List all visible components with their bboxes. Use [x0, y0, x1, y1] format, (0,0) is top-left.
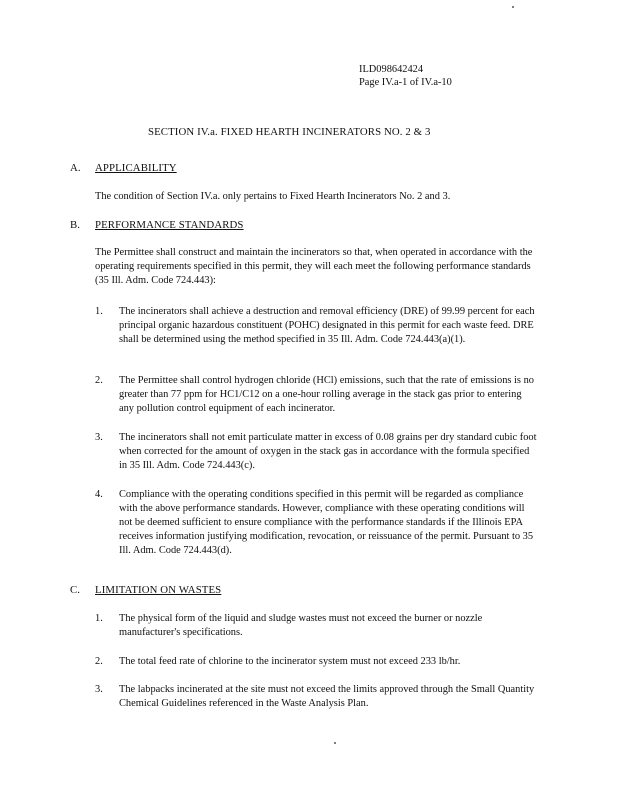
document-id: ILD098642424: [359, 64, 424, 75]
section-a-heading: APPLICABILITY: [95, 162, 177, 174]
list-item-number: 1.: [95, 306, 103, 317]
section-c-heading: LIMITATION ON WASTES: [95, 584, 222, 596]
list-item-number: 4.: [95, 489, 103, 500]
list-item-text: Compliance with the operating conditions specified in this permit will be regarded as compliance with the above performance standards. However, compliance with these operating conditions will not be deemed sufficient to ensure compliance with the performance standards if the Illinois EPA receives information justifying modification, revocation, or reissuance of the permit. Pursuant to 35 Ill. Adm. Code 724.443(d).: [119, 489, 534, 556]
scan-speck: [334, 742, 336, 744]
list-item-number: 2.: [95, 375, 103, 386]
list-item-number: 3.: [95, 684, 103, 695]
section-title: SECTION IV.a. FIXED HEARTH INCINERATORS NO. 2 & 3: [148, 126, 431, 138]
section-c-letter: C.: [70, 584, 81, 596]
section-b-letter: B.: [70, 219, 81, 231]
scan-speck: [512, 6, 514, 8]
list-item-text: The total feed rate of chlorine to the incinerator system must not exceed 233 lb/hr.: [119, 656, 461, 667]
section-a-letter: A.: [70, 162, 81, 174]
list-item-text: The physical form of the liquid and sludge wastes must not exceed the burner or nozzle manufacturer's specifications.: [119, 613, 483, 638]
section-b-intro: The Permittee shall construct and maintain the incinerators so that, when operated in accordance with the operating requirements specified in this permit, they will each meet the following performance standards (35 Ill. Adm. Code 724.443):: [95, 247, 533, 286]
list-item-text: The incinerators shall not emit particulate matter in excess of 0.08 grains per dry standard cubic foot when corrected for the amount of oxygen in the stack gas in accordance with the formula specified in 35 Ill. Adm. Code 724.443(c).: [119, 432, 537, 471]
list-item-text: The Permittee shall control hydrogen chloride (HCl) emissions, such that the rate of emissions is no greater than 77 ppm for HC1/C12 on a one-hour rolling average in the stack gas prior to entering any pollution control equipment of each incinerator.: [119, 375, 534, 414]
list-item-number: 2.: [95, 656, 103, 667]
list-item-text: The incinerators shall achieve a destruction and removal efficiency (DRE) of 99.99 percent for each principal organic hazardous constituent (POHC) designated in this permit for each waste feed. DRE shall be determined using the method specified in 35 Ill. Adm. Code 724.443(a)(1).: [119, 306, 535, 345]
section-b-heading: PERFORMANCE STANDARDS: [95, 219, 244, 231]
list-item-number: 1.: [95, 613, 103, 624]
page-reference: Page IV.a-1 of IV.a-10: [359, 77, 452, 88]
list-item-number: 3.: [95, 432, 103, 443]
list-item-text: The labpacks incinerated at the site must not exceed the limits approved through the Small Quantity Chemical Guidelines referenced in the Waste Analysis Plan.: [119, 684, 535, 709]
section-a-body: The condition of Section IV.a. only pertains to Fixed Hearth Incinerators No. 2 and 3.: [95, 191, 451, 202]
